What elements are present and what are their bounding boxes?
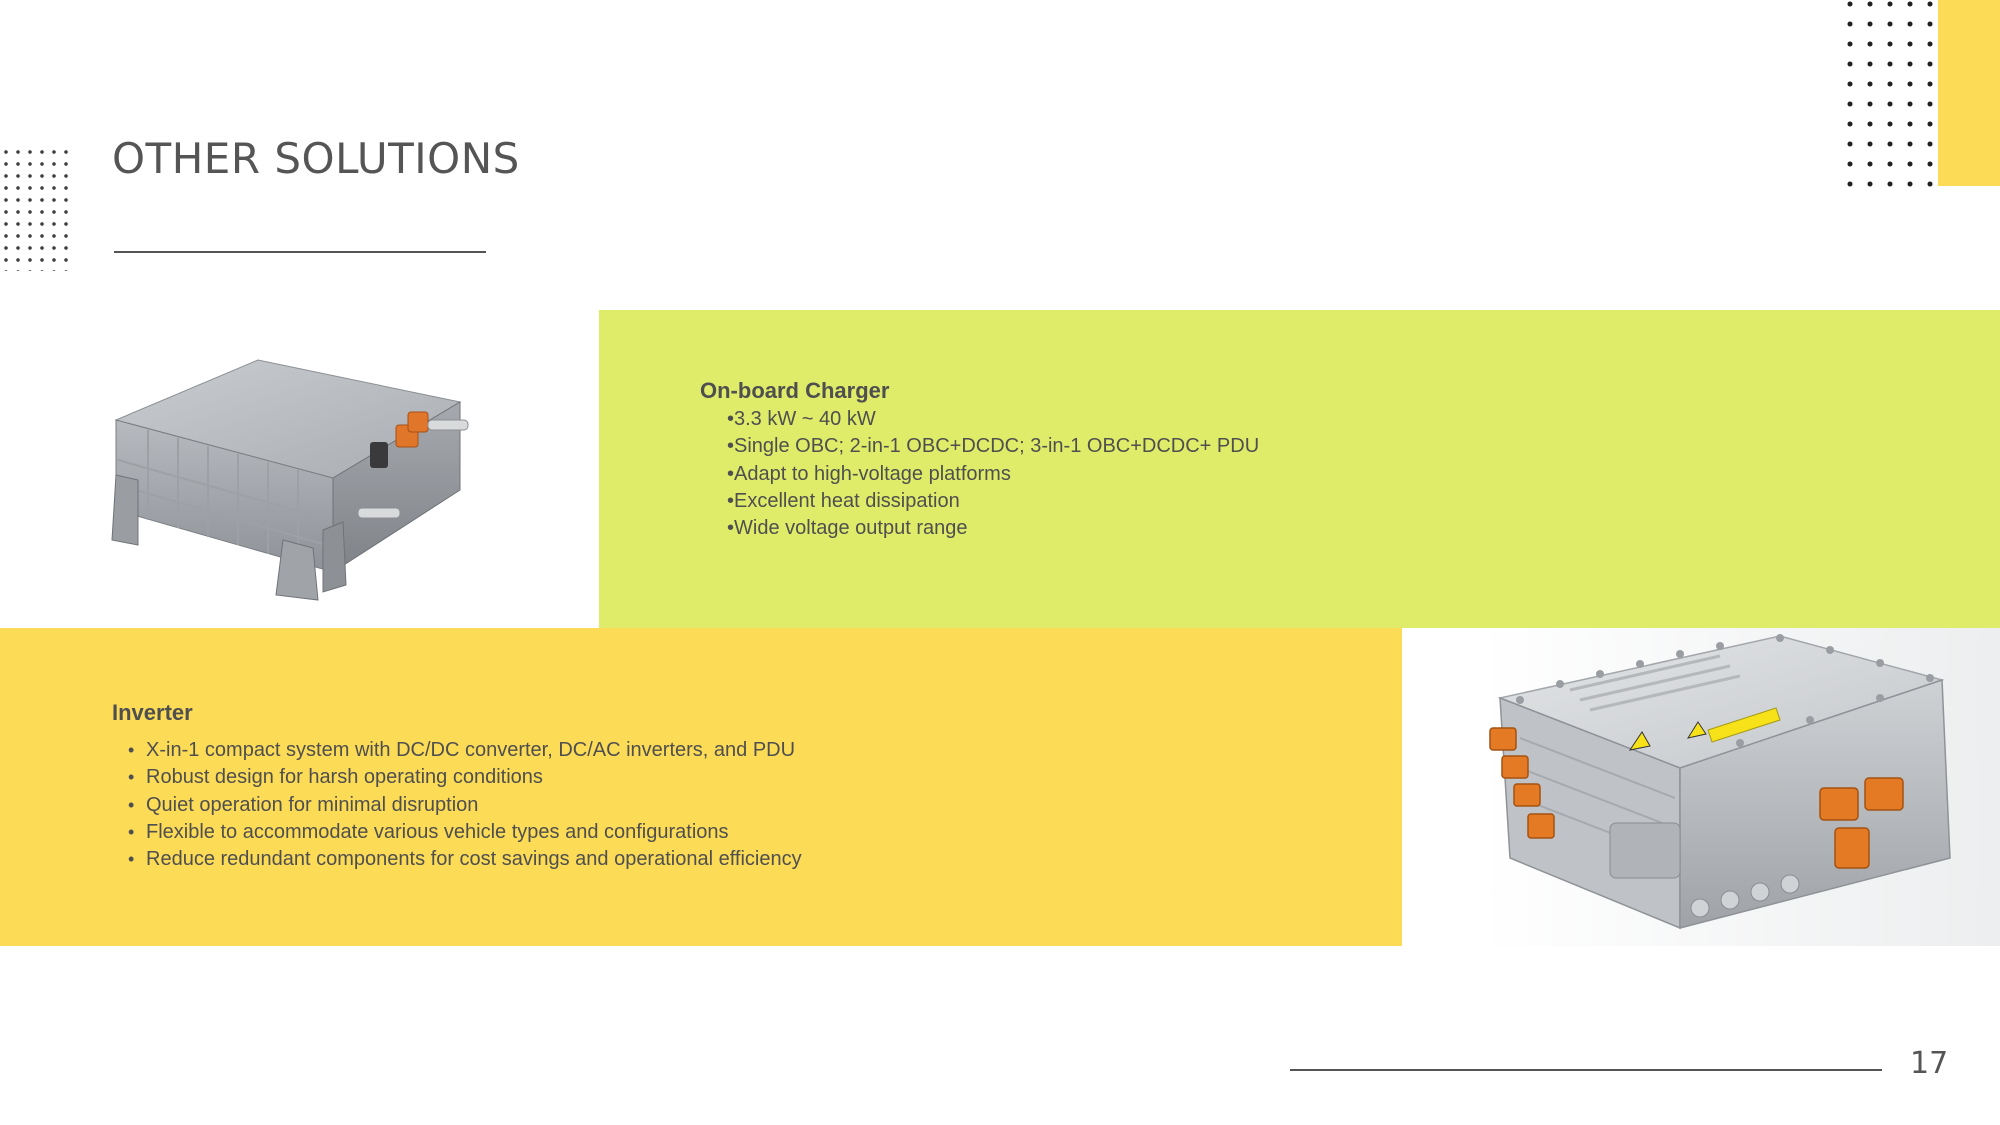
bullet-glyph: • [128,849,135,870]
inverter-heading: Inverter [112,700,193,725]
list-item-text: Flexible to accommodate various vehicle types and configurations [146,820,729,843]
list-item-text: Quiet operation for minimal disruption [146,793,479,816]
bullet-glyph: • [128,821,135,842]
onboard-charger-unit-image [108,350,498,605]
list-item [128,737,802,764]
dot-pattern-top-right [1838,0,1938,190]
list-item-text: Reduce redundant components for cost savings and operational efficiency [146,848,802,871]
list-item [128,846,802,873]
list-item [128,764,802,791]
list-item: •Wide voltage output range [727,517,968,540]
list-item [128,792,802,819]
footer-rule [1290,1069,1882,1071]
list-item: •Excellent heat dissipation [727,489,960,512]
title-underline [114,251,486,253]
inverter-feature-list [128,737,802,873]
slide-title: OTHER SOLUTIONS [112,134,520,183]
page-number: 17 [1910,1046,1949,1081]
inverter-unit-image [1480,628,2000,946]
onboard-charger-feature-list [727,406,1259,542]
corner-accent-bar [1938,0,2000,186]
list-item: •Adapt to high-voltage platforms [727,462,1011,485]
list-item [128,819,802,846]
list-item-text: Robust design for harsh operating conditions [146,766,543,789]
bullet-glyph: • [128,767,135,788]
dot-pattern-left [0,146,70,271]
list-item: •3.3 kW ~ 40 kW [727,408,876,430]
bullet-glyph: • [128,740,135,760]
list-item-text: X-in-1 compact system with DC/DC converter, DC/AC inverters, and PDU [146,739,796,761]
bullet-glyph: • [128,794,135,815]
onboard-charger-heading: On-board Charger [700,378,890,403]
list-item: •Single OBC; 2-in-1 OBC+DCDC; 3-in-1 OBC+DCDC+ PDU [727,435,1260,458]
